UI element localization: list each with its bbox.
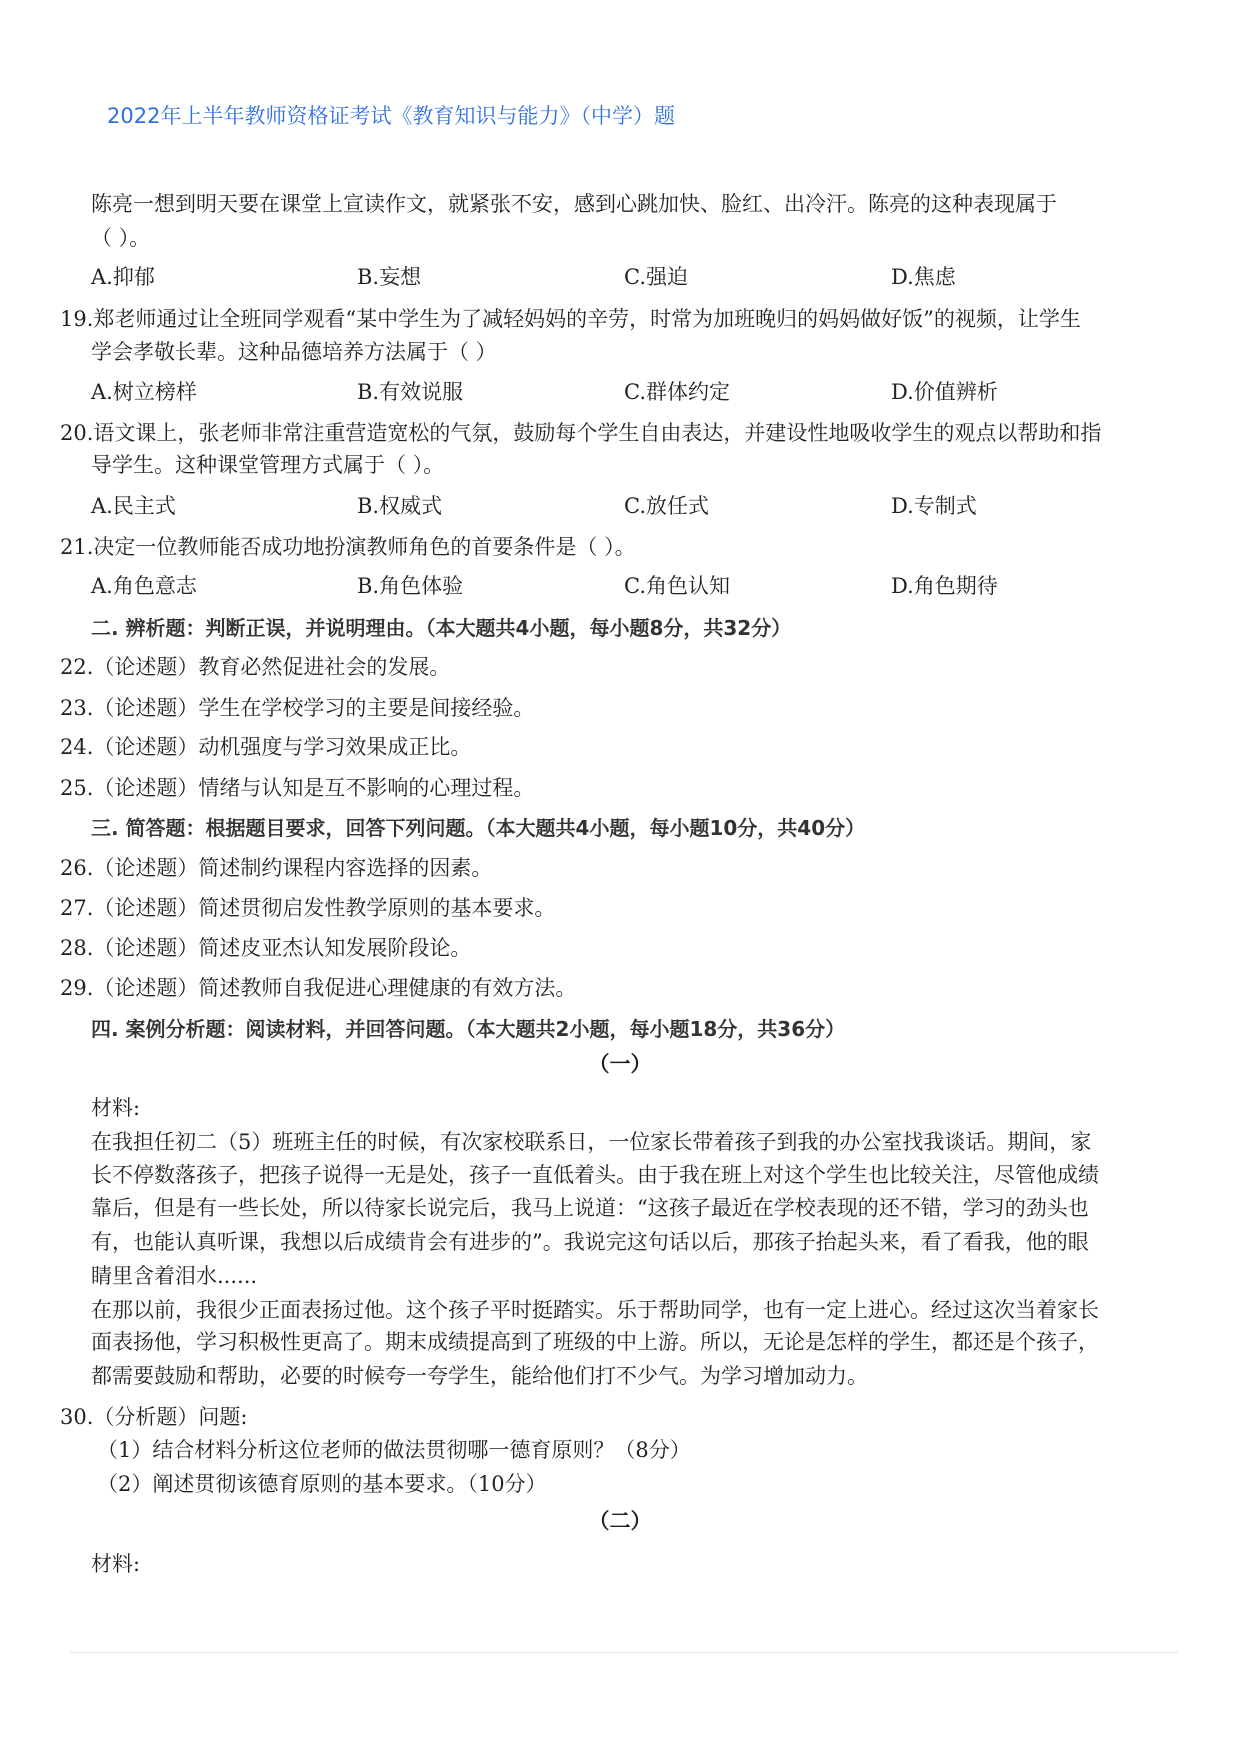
question-item: 27.（论述题）简述贯彻启发性教学原则的基本要求。 [60, 896, 556, 920]
question-item: 26.（论述题）简述制约课程内容选择的因素。 [60, 856, 493, 880]
answer-option: B.有效说服 [357, 380, 464, 404]
answer-option: C.放任式 [624, 494, 709, 518]
answer-option: B.妄想 [357, 265, 422, 289]
sub-question: （2）阐述贯彻该德育原则的基本要求。（10分） [97, 1472, 547, 1496]
question-item: 24.（论述题）动机强度与学习效果成正比。 [60, 735, 472, 759]
material-text: 在我担任初二（5）班班主任的时候，有次家校联系日，一位家长带着孩子到我的办公室找我谈话。期间，家 [91, 1130, 1092, 1154]
answer-option: B.权威式 [357, 494, 443, 518]
question-text: 导学生。这种课堂管理方式属于（ ）。 [91, 453, 445, 477]
question-text: 21.决定一位教师能否成功地扮演教师角色的首要条件是（ ）。 [60, 535, 636, 559]
answer-option: D.价值辨析 [891, 380, 998, 404]
question-item: 29.（论述题）简述教师自我促进心理健康的有效方法。 [60, 976, 577, 1000]
section-heading: 四. 案例分析题：阅读材料，并回答问题。（本大题共2小题，每小题18分，共36分） [91, 1017, 846, 1041]
section-heading: 三. 简答题：根据题目要求，回答下列问题。（本大题共4小题，每小题10分，共40分） [91, 816, 866, 840]
question-item: 28.（论述题）简述皮亚杰认知发展阶段论。 [60, 936, 472, 960]
question-text: 陈亮一想到明天要在课堂上宣读作文，就紧张不安，感到心跳加快、脸红、出冷汗。陈亮的这种表现属于 [91, 192, 1057, 216]
answer-option: A.树立榜样 [91, 380, 197, 404]
material-text: 靠后，但是有一些长处，所以待家长说完后，我马上说道：“这孩子最近在学校表现的还不错，学习的劲头也 [91, 1196, 1089, 1220]
material-text: 长不停数落孩子，把孩子说得一无是处，孩子一直低着头。由于我在班上对这个学生也比较关注，尽管他成绩 [91, 1163, 1099, 1187]
answer-option: C.强迫 [624, 265, 688, 289]
material-text: 都需要鼓励和帮助，必要的时候夸一夸学生，能给他们打不少气。为学习增加动力。 [91, 1364, 868, 1388]
question-text: 20.语文课上，张老师非常注重营造宽松的气氛，鼓励每个学生自由表达，并建设性地吸收学生的观点以帮助和指 [60, 421, 1102, 445]
material-text: 睛里含着泪水...... [91, 1264, 258, 1288]
question-text: 19.郑老师通过让全班同学观看“某中学生为了减轻妈妈的辛劳，时常为加班晚归的妈妈做好饭”的视频，让学生 [60, 307, 1081, 331]
section-heading: 二. 辨析题：判断正误，并说明理由。（本大题共4小题，每小题8分，共32分） [91, 616, 792, 640]
answer-option: D.焦虑 [891, 265, 956, 289]
footer-divider [70, 1652, 1178, 1653]
question-item: 23.（论述题）学生在学校学习的主要是间接经验。 [60, 696, 535, 720]
question-item: 22.（论述题）教育必然促进社会的发展。 [60, 655, 451, 679]
case-heading: （一） [588, 1051, 652, 1076]
material-label: 材料: [91, 1096, 141, 1120]
question-text: （ ）。 [91, 226, 151, 250]
case-heading: （二） [588, 1508, 652, 1533]
material-text: 面表扬他，学习积极性更高了。期末成绩提高到了班级的中上游。所以，无论是怎样的学生，都还是个孩子， [91, 1330, 1099, 1354]
answer-option: C.角色认知 [624, 574, 730, 598]
answer-option: A.民主式 [91, 494, 176, 518]
question-text: 学会孝敬长辈。这种品德培养方法属于（ ） [91, 340, 497, 364]
material-text: 在那以前，我很少正面表扬过他。这个孩子平时挺踏实。乐于帮助同学，也有一定上进心。经过这次当着家长 [91, 1298, 1099, 1322]
sub-question: （1）结合材料分析这位老师的做法贯彻哪一德育原则？（8分） [97, 1438, 691, 1462]
material-text: 有，也能认真听课，我想以后成绩肯会有进步的”。我说完这句话以后，那孩子抬起头来，看了看我，他的眼 [91, 1230, 1089, 1254]
answer-option: C.群体约定 [624, 380, 730, 404]
answer-option: B.角色体验 [357, 574, 464, 598]
answer-option: A.抑郁 [91, 265, 155, 289]
answer-option: D.专制式 [891, 494, 977, 518]
answer-option: A.角色意志 [91, 574, 197, 598]
question-item: 25.（论述题）情绪与认知是互不影响的心理过程。 [60, 776, 535, 800]
answer-option: D.角色期待 [891, 574, 998, 598]
material-label: 材料: [91, 1552, 141, 1576]
question-item: 30.（分析题）问题: [60, 1405, 248, 1429]
document-title: 2022年上半年教师资格证考试《教育知识与能力》（中学）题 [107, 104, 675, 128]
